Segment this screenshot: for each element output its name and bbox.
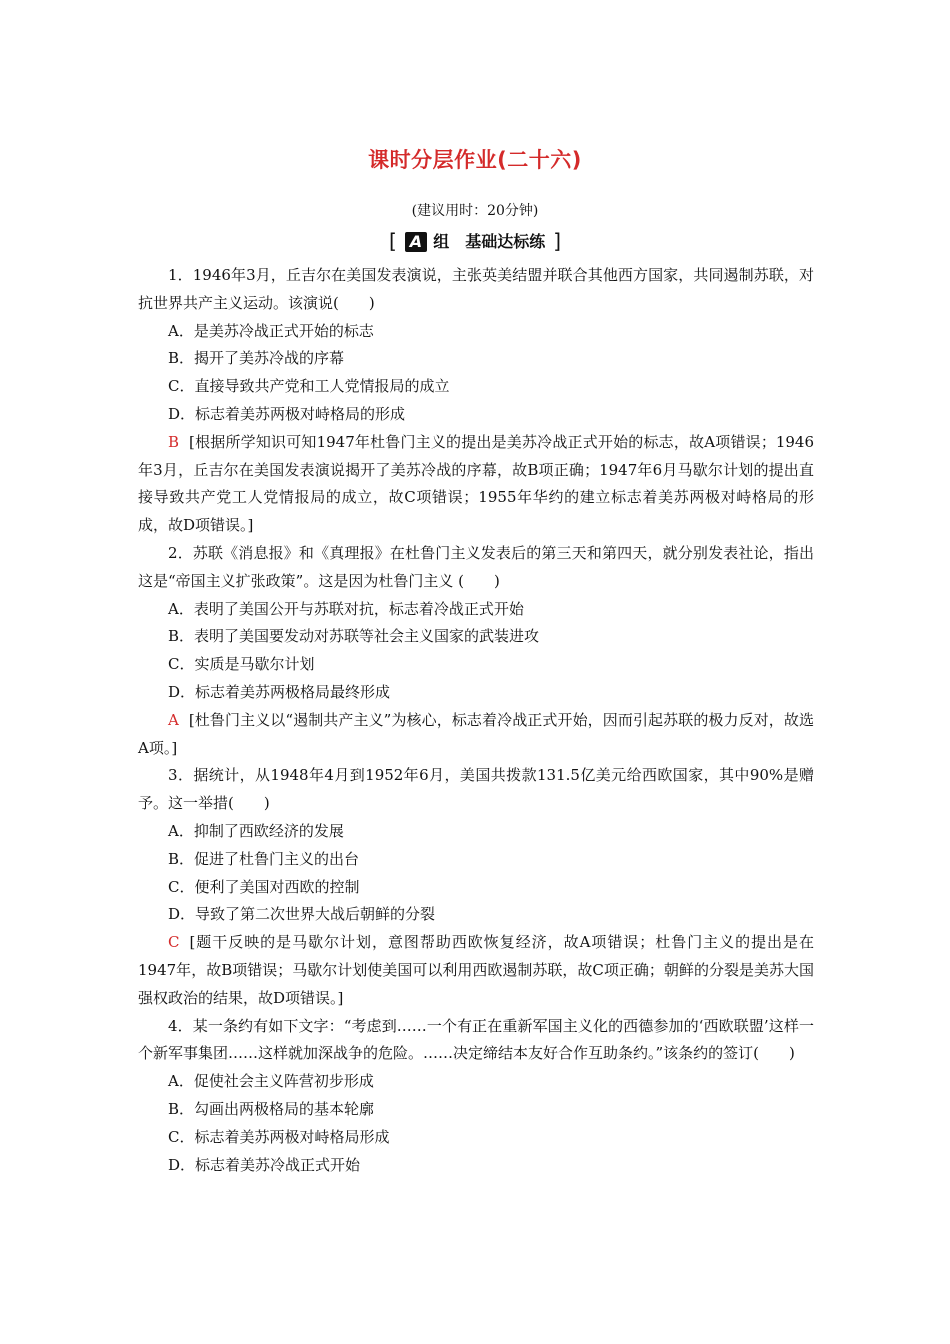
group-title: 组 基础达标练	[433, 232, 546, 251]
question-1-explanation: [根据所学知识可知1947年杜鲁门主义的提出是美苏冷战正式开始的标志，故A项错误；1946年3月，丘吉尔在美国发表演说揭开了美苏冷战的序幕，故B项正确；1947年6月马歇尔计划的提出直接导致共产党工人党情报局的成立，故C项错误；1955年华约的建立标志着美苏两极对峙格局的形成，故D项错误。]	[138, 432, 814, 535]
question-4-option-a: A．促使社会主义阵营初步形成	[168, 1072, 374, 1091]
question-4-option-c: C．标志着美苏两极对峙格局形成	[168, 1127, 390, 1146]
question-3-answer	[138, 929, 814, 1012]
suggested-time: (建议用时：20分钟)	[411, 203, 539, 219]
question-2-explanation: [杜鲁门主义以“遏制共产主义”为核心，标志着冷战正式开始，因而引起苏联的极力反对，故选A项。]	[138, 710, 814, 757]
question-1-option-d: D．标志着美苏两极对峙格局的形成	[168, 404, 406, 423]
question-4-option-b: B．勾画出两极格局的基本轮廓	[168, 1099, 375, 1118]
page-title: 课时分层作业(二十六)	[368, 148, 582, 172]
question-2-option-c: C．实质是马歇尔计划	[168, 655, 315, 674]
question-3-stem: 3．据统计，从1948年4月到1952年6月，美国共拨款131.5亿美元给西欧国家，其中90%是赠予。这一举措( )	[138, 766, 814, 813]
question-1-option-a: A．是美苏冷战正式开始的标志	[168, 321, 374, 340]
question-2-option-a: A．表明了美国公开与苏联对抗，标志着冷战正式开始	[168, 599, 524, 618]
group-header	[0, 229, 950, 253]
question-list	[138, 262, 814, 1179]
group-bracket-right: ]	[553, 229, 562, 253]
question-2-option-b: B．表明了美国要发动对苏联等社会主义国家的武装进攻	[168, 627, 540, 646]
question-3-option-c: C．便利了美国对西欧的控制	[168, 877, 360, 896]
group-bracket-left: [	[388, 229, 397, 253]
question-4-option-d: D．标志着美苏冷战正式开始	[168, 1155, 361, 1174]
question-2-answer	[138, 707, 814, 763]
question-1-option-c: C．直接导致共产党和工人党情报局的成立	[168, 377, 450, 396]
question-1-option-b: B．揭开了美苏冷战的序幕	[168, 349, 345, 368]
question-2-answer-letter: A	[168, 710, 179, 729]
question-4-stem: 4．某一条约有如下文字：“考虑到……一个有正在重新军国主义化的西德参加的‘西欧联盟’这样一个新军事集团……这样就加深战争的危险。……决定缔结本友好合作互助条约。”该条约的签订( )	[138, 1016, 814, 1063]
question-1-answer-letter: B	[168, 432, 180, 451]
question-3-option-d: D．导致了第二次世界大战后朝鲜的分裂	[168, 905, 436, 924]
group-badge: A	[405, 232, 427, 252]
question-3-answer-letter: C	[168, 933, 180, 952]
question-3-option-b: B．促进了杜鲁门主义的出台	[168, 849, 360, 868]
question-3-explanation: [题干反映的是马歇尔计划，意图帮助西欧恢复经济，故A项错误；杜鲁门主义的提出是在1947年，故B项错误；马歇尔计划使美国可以利用西欧遏制苏联，故C项正确；朝鲜的分裂是美苏大国强权政治的结果，故D项错误。]	[138, 933, 814, 1007]
question-1-answer	[138, 429, 814, 540]
question-2-option-d: D．标志着美苏两极格局最终形成	[168, 682, 391, 701]
question-2-stem: 2．苏联《消息报》和《真理报》在杜鲁门主义发表后的第三天和第四天，就分别发表社论，指出这是“帝国主义扩张政策”。这是因为杜鲁门主义 ( )	[138, 543, 814, 590]
question-3-option-a: A．抑制了西欧经济的发展	[168, 821, 344, 840]
question-1-stem: 1．1946年3月，丘吉尔在美国发表演说，主张英美结盟并联合其他西方国家，共同遏制苏联，对抗世界共产主义运动。该演说( )	[138, 266, 814, 312]
